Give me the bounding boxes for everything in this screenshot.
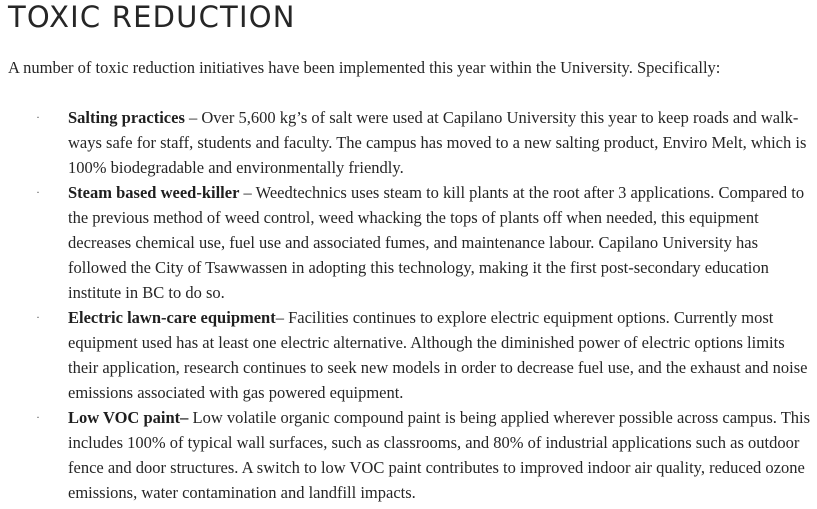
page-title: TOXIC REDUCTION: [8, 0, 296, 34]
initiatives-list: [0, 105, 817, 505]
item-body: Low volatile organic compound paint is being applied wherever possible across campus. This includes 100% of typical wall surfaces, such as classrooms, and 80% of industrial applications such as outdoor fence and door structures. A switch to low VOC paint contributes to improved indoor air quality, reduced ozone emissions, water contamination and landfill impacts.: [68, 408, 811, 502]
item-title: Salting practices: [68, 108, 185, 127]
item-body: – Facilities continues to explore electric equipment options. Currently most equipment used has at least one electric alternative. Although the diminished power of electric options limits their application, research continues to seek new models in order to decrease fuel use, and the exhaust and noise emissions associated with gas powered equipment.: [68, 308, 808, 402]
list-item-salting-practices: [0, 105, 813, 180]
item-body: – Over 5,600 kg’s of salt were used at Capilano University this year to keep roads and walk-ways safe for staff, students and faculty. The campus has moved to a new salting product, Enviro Melt, which is 100% biodegradable and environmentally friendly.: [68, 108, 807, 177]
list-item-electric-lawn-care: [0, 305, 813, 405]
bullet-icon: ·: [36, 110, 40, 124]
list-item-steam-weed-killer: [0, 180, 813, 305]
item-body: – Weedtechnics uses steam to kill plants at the root after 3 applications. Compared to the previous method of weed control, weed whacking the tops of plants off when needed, this equipment decreases chemical use, fuel use and associated fumes, and maintenance labour. Capilano University has followed the City of Tsawwassen in adopting this technology, making it the first post-secondary education institute in BC to do so.: [68, 183, 805, 302]
list-item-low-voc-paint: [0, 405, 813, 505]
item-title: Electric lawn-care equipment: [68, 308, 276, 327]
intro-paragraph: A number of toxic reduction initiatives have been implemented this year within the University. Specifically:: [8, 58, 721, 77]
bullet-icon: ·: [36, 310, 40, 324]
bullet-icon: ·: [36, 410, 40, 424]
bullet-icon: ·: [36, 185, 40, 199]
item-title: Steam based weed-killer: [68, 183, 240, 202]
item-title: Low VOC paint–: [68, 408, 189, 427]
